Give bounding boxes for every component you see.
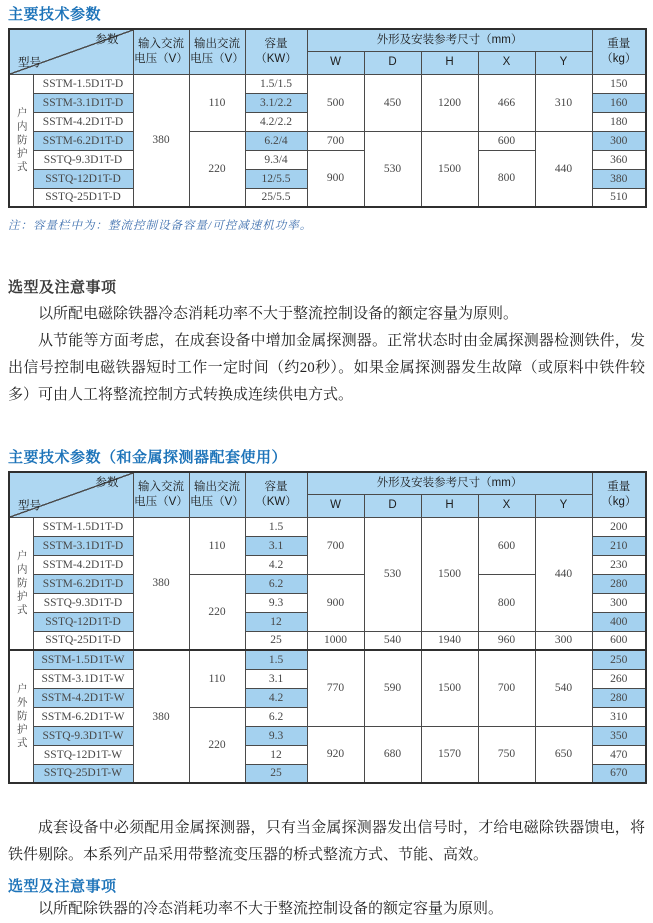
output-voltage-header: 输出交流 电压（V） [189,472,245,517]
h-header: H [421,494,478,517]
data-cell: 9.3 [245,593,307,612]
model-cell: SSTM-3.1D1T-W [33,669,133,688]
parameters-table-1 [8,28,647,208]
data-cell: 380 [133,517,189,650]
data-cell: 350 [592,726,646,745]
data-cell: 1.5/1.5 [245,74,307,93]
data-cell: 260 [592,669,646,688]
model-cell: SSTQ-12D1T-D [33,612,133,631]
selection-notes-heading-2: 选型及注意事项 [8,878,117,895]
data-cell: 3.1 [245,536,307,555]
capacity-note: 注：容量栏中为：整流控制设备容量/可控减速机功率。 [8,220,313,232]
data-cell: 680 [364,726,421,783]
selection-notes-heading-1: 选型及注意事项 [8,279,117,296]
data-cell: 250 [592,650,646,669]
data-cell: 500 [307,74,364,131]
data-cell: 750 [478,726,535,783]
data-cell: 6.2 [245,707,307,726]
data-cell: 800 [478,150,535,207]
data-cell: 25/5.5 [245,188,307,207]
model-cell: SSTM-3.1D1T-D [33,536,133,555]
data-cell: 1500 [421,650,478,726]
data-cell: 960 [478,631,535,650]
data-cell: 9.3 [245,726,307,745]
model-cell: SSTM-3.1D1T-D [33,93,133,112]
model-cell: SSTQ-25D1T-W [33,764,133,783]
data-cell: 380 [133,74,189,207]
data-cell: 470 [592,745,646,764]
data-cell: 360 [592,150,646,169]
model-cell: SSTQ-9.3D1T-D [33,150,133,169]
data-cell: 1200 [421,74,478,131]
model-param-diagonal-header [9,472,133,517]
d-header: D [364,51,421,74]
data-cell: 12 [245,612,307,631]
model-param-diagonal-header [9,29,133,74]
data-cell: 1.5 [245,650,307,669]
data-cell: 110 [189,74,245,131]
data-cell: 700 [307,517,364,574]
data-cell: 600 [478,517,535,574]
data-cell: 590 [364,650,421,726]
capacity-header: 容量 （KW） [245,29,307,74]
model-cell: SSTM-1.5D1T-D [33,74,133,93]
data-cell: 6.2 [245,574,307,593]
data-cell: 1500 [421,131,478,207]
data-cell: 700 [307,131,364,150]
data-cell: 600 [592,631,646,650]
data-cell: 4.2/2.2 [245,112,307,131]
data-cell: 466 [478,74,535,131]
table-row [9,131,646,150]
d-header: D [364,494,421,517]
section-title-main-parameters: 主要技术参数 [8,6,102,23]
output-voltage-header: 输出交流 电压（V） [189,29,245,74]
group-label-indoor: 户内防护式 [9,517,33,650]
table-row [9,74,646,93]
data-cell: 700 [478,650,535,726]
data-cell: 300 [592,593,646,612]
data-cell: 9.3/4 [245,150,307,169]
weight-header: 重量 （kg） [592,472,646,517]
model-cell: SSTQ-9.3D1T-W [33,726,133,745]
data-cell: 4.2 [245,688,307,707]
table-row [9,517,646,536]
data-cell: 670 [592,764,646,783]
data-cell: 110 [189,650,245,707]
data-cell: 1.5 [245,517,307,536]
data-cell: 210 [592,536,646,555]
data-cell: 770 [307,650,364,726]
data-cell: 4.2 [245,555,307,574]
table-row [9,650,646,669]
x-header: X [478,494,535,517]
data-cell: 380 [592,169,646,188]
data-cell: 600 [478,131,535,150]
data-cell: 12/5.5 [245,169,307,188]
param-label: 参数 [95,34,119,46]
data-cell: 220 [189,574,245,650]
paragraph-energy-saving: 从节能等方面考虑，在成套设备中增加金属探测器。正常状态时由金属探测器检测铁件，发出信号控制电磁铁器短时工作一定时间（约20秒）。如果金属探测器发生故障（或原料中铁件较多）可由人工将整流控制方式转换成连续供电方式。 [8,333,645,403]
data-cell: 1000 [307,631,364,650]
dimensions-header: 外形及安装参考尺寸（mm） [307,29,592,51]
w-header: W [307,51,364,74]
h-header: H [421,51,478,74]
data-cell: 900 [307,574,364,631]
data-cell: 300 [592,131,646,150]
param-label: 参数 [95,477,119,489]
weight-header: 重量 （kg） [592,29,646,74]
paragraph-principle-1: 以所配电磁除铁器冷态消耗功率不大于整流控制设备的额定容量为原则。 [38,306,519,322]
model-cell: SSTQ-25D1T-D [33,188,133,207]
data-cell: 180 [592,112,646,131]
data-cell: 530 [364,131,421,207]
model-cell: SSTM-1.5D1T-W [33,650,133,669]
data-cell: 380 [133,650,189,783]
data-cell: 1570 [421,726,478,783]
model-cell: SSTM-6.2D1T-D [33,131,133,150]
paragraph-principle-2: 以所配除铁器的冷态消耗功率不大于整流控制设备的额定容量为原则。 [38,901,504,917]
model-cell: SSTM-6.2D1T-D [33,574,133,593]
model-cell: SSTM-4.2D1T-W [33,688,133,707]
x-header: X [478,51,535,74]
data-cell: 220 [189,707,245,783]
data-cell: 220 [189,131,245,207]
data-cell: 540 [364,631,421,650]
model-cell: SSTM-4.2D1T-D [33,555,133,574]
model-cell: SSTQ-9.3D1T-D [33,593,133,612]
data-cell: 1500 [421,517,478,631]
data-cell: 1940 [421,631,478,650]
data-cell: 310 [592,707,646,726]
model-cell: SSTQ-12D1T-W [33,745,133,764]
w-header: W [307,494,364,517]
paragraph-detector-requirement: 成套设备中必须配用金属探测器，只有当金属探测器发出信号时，才给电磁除铁器馈电，将铁件剔除。本系列产品采用带整流变压器的桥式整流方式、节能、高效。 [8,820,645,863]
y-header: Y [535,494,592,517]
data-cell: 530 [364,517,421,631]
data-cell: 540 [535,650,592,726]
model-cell: SSTQ-12D1T-D [33,169,133,188]
table-row [9,726,646,745]
data-cell: 510 [592,188,646,207]
group-label-indoor: 户内防护式 [9,74,33,207]
dimensions-header: 外形及安装参考尺寸（mm） [307,472,592,494]
data-cell: 160 [592,93,646,112]
data-cell: 280 [592,688,646,707]
data-cell: 900 [307,150,364,207]
y-header: Y [535,51,592,74]
data-cell: 300 [535,631,592,650]
table-row [9,631,646,650]
capacity-header: 容量 （KW） [245,472,307,517]
model-cell: SSTM-6.2D1T-W [33,707,133,726]
data-cell: 440 [535,517,592,631]
model-cell: SSTQ-25D1T-D [33,631,133,650]
data-cell: 3.1 [245,669,307,688]
model-cell: SSTM-1.5D1T-D [33,517,133,536]
data-cell: 110 [189,517,245,574]
group-label-outdoor: 户外防护式 [9,650,33,783]
input-voltage-header: 输入交流 电压（V） [133,29,189,74]
parameters-table-2 [8,471,647,784]
data-cell: 440 [535,131,592,207]
section-title-with-detector: 主要技术参数（和金属探测器配套使用） [8,449,288,466]
data-cell: 200 [592,517,646,536]
data-cell: 280 [592,574,646,593]
data-cell: 230 [592,555,646,574]
model-cell: SSTM-4.2D1T-D [33,112,133,131]
input-voltage-header: 输入交流 电压（V） [133,472,189,517]
data-cell: 650 [535,726,592,783]
data-cell: 6.2/4 [245,131,307,150]
model-label: 型号 [18,56,41,69]
data-cell: 25 [245,631,307,650]
data-cell: 150 [592,74,646,93]
data-cell: 3.1/2.2 [245,93,307,112]
data-cell: 920 [307,726,364,783]
data-cell: 310 [535,74,592,131]
model-label: 型号 [18,499,41,512]
data-cell: 400 [592,612,646,631]
data-cell: 800 [478,574,535,631]
data-cell: 25 [245,764,307,783]
data-cell: 450 [364,74,421,131]
data-cell: 12 [245,745,307,764]
